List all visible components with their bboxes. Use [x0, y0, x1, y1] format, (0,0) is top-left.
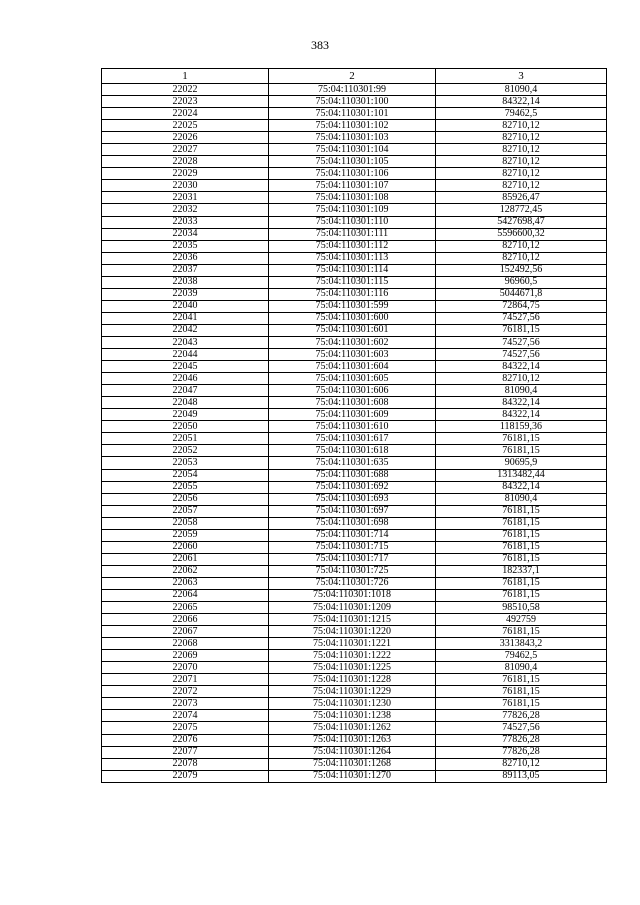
table-row	[102, 312, 607, 324]
value-cell: 74527,56	[436, 336, 607, 348]
row-number-cell: 22027	[102, 144, 269, 156]
row-number-cell: 22062	[102, 565, 269, 577]
cadastral-number-cell: 75:04:110301:1018	[269, 589, 436, 601]
table-row	[102, 770, 607, 782]
value-cell: 76181,15	[436, 577, 607, 589]
cadastral-number-cell: 75:04:110301:635	[269, 457, 436, 469]
row-number-cell: 22049	[102, 409, 269, 421]
value-cell: 5596600,32	[436, 228, 607, 240]
row-number-cell: 22048	[102, 397, 269, 409]
cadastral-number-cell: 75:04:110301:606	[269, 385, 436, 397]
row-number-cell: 22068	[102, 638, 269, 650]
row-number-cell: 22033	[102, 216, 269, 228]
table-row	[102, 180, 607, 192]
row-number-cell: 22025	[102, 120, 269, 132]
cadastral-number-cell: 75:04:110301:609	[269, 409, 436, 421]
cadastral-number-cell: 75:04:110301:108	[269, 192, 436, 204]
table-row	[102, 614, 607, 626]
row-number-cell: 22061	[102, 553, 269, 565]
table-row	[102, 662, 607, 674]
row-number-cell: 22032	[102, 204, 269, 216]
value-cell: 98510,58	[436, 602, 607, 614]
row-number-cell: 22041	[102, 312, 269, 324]
cadastral-number-cell: 75:04:110301:605	[269, 373, 436, 385]
value-cell: 90695,9	[436, 457, 607, 469]
value-cell: 5427698,47	[436, 216, 607, 228]
value-cell: 76181,15	[436, 626, 607, 638]
table-row	[102, 373, 607, 385]
row-number-cell: 22043	[102, 336, 269, 348]
table-row	[102, 433, 607, 445]
value-cell: 81090,4	[436, 385, 607, 397]
row-number-cell: 22067	[102, 626, 269, 638]
cadastral-number-cell: 75:04:110301:698	[269, 517, 436, 529]
table-row	[102, 565, 607, 577]
row-number-cell: 22056	[102, 493, 269, 505]
cadastral-number-cell: 75:04:110301:1209	[269, 602, 436, 614]
data-table	[101, 68, 607, 783]
cadastral-number-cell: 75:04:110301:103	[269, 132, 436, 144]
cadastral-number-cell: 75:04:110301:725	[269, 565, 436, 577]
value-cell: 81090,4	[436, 662, 607, 674]
table-row	[102, 252, 607, 264]
table-row	[102, 541, 607, 553]
value-cell: 84322,14	[436, 361, 607, 373]
table-row	[102, 84, 607, 96]
cadastral-number-cell: 75:04:110301:1268	[269, 758, 436, 770]
value-cell: 5044671,8	[436, 288, 607, 300]
value-cell: 82710,12	[436, 132, 607, 144]
row-number-cell: 22059	[102, 529, 269, 541]
table-row	[102, 722, 607, 734]
row-number-cell: 22044	[102, 349, 269, 361]
value-cell: 74527,56	[436, 722, 607, 734]
table-row	[102, 505, 607, 517]
value-cell: 76181,15	[436, 698, 607, 710]
value-cell: 492759	[436, 614, 607, 626]
value-cell: 1313482,44	[436, 469, 607, 481]
value-cell: 77826,28	[436, 710, 607, 722]
cadastral-number-cell: 75:04:110301:113	[269, 252, 436, 264]
value-cell: 79462,5	[436, 650, 607, 662]
column-header-1: 1	[102, 69, 269, 84]
table-row	[102, 361, 607, 373]
row-number-cell: 22042	[102, 324, 269, 336]
table-body	[102, 84, 607, 783]
row-number-cell: 22052	[102, 445, 269, 457]
row-number-cell: 22057	[102, 505, 269, 517]
table-row	[102, 216, 607, 228]
table-row	[102, 457, 607, 469]
row-number-cell: 22031	[102, 192, 269, 204]
table-row	[102, 168, 607, 180]
column-header-2: 2	[269, 69, 436, 84]
row-number-cell: 22038	[102, 276, 269, 288]
row-number-cell: 22069	[102, 650, 269, 662]
cadastral-number-cell: 75:04:110301:107	[269, 180, 436, 192]
value-cell: 76181,15	[436, 589, 607, 601]
value-cell: 76181,15	[436, 517, 607, 529]
cadastral-number-cell: 75:04:110301:1230	[269, 698, 436, 710]
cadastral-number-cell: 75:04:110301:1262	[269, 722, 436, 734]
table-row	[102, 349, 607, 361]
row-number-cell: 22051	[102, 433, 269, 445]
cadastral-number-cell: 75:04:110301:714	[269, 529, 436, 541]
table-row	[102, 421, 607, 433]
table-row	[102, 96, 607, 108]
value-cell: 89113,05	[436, 770, 607, 782]
row-number-cell: 22024	[102, 108, 269, 120]
cadastral-number-cell: 75:04:110301:717	[269, 553, 436, 565]
row-number-cell: 22030	[102, 180, 269, 192]
table-row	[102, 553, 607, 565]
value-cell: 3313843,2	[436, 638, 607, 650]
cadastral-number-cell: 75:04:110301:1228	[269, 674, 436, 686]
table-row	[102, 710, 607, 722]
value-cell: 82710,12	[436, 758, 607, 770]
cadastral-number-cell: 75:04:110301:697	[269, 505, 436, 517]
cadastral-number-cell: 75:04:110301:101	[269, 108, 436, 120]
cadastral-number-cell: 75:04:110301:726	[269, 577, 436, 589]
table-row	[102, 626, 607, 638]
value-cell: 76181,15	[436, 553, 607, 565]
row-number-cell: 22058	[102, 517, 269, 529]
cadastral-number-cell: 75:04:110301:1222	[269, 650, 436, 662]
cadastral-number-cell: 75:04:110301:693	[269, 493, 436, 505]
cadastral-number-cell: 75:04:110301:111	[269, 228, 436, 240]
value-cell: 76181,15	[436, 505, 607, 517]
row-number-cell: 22064	[102, 589, 269, 601]
table-row	[102, 734, 607, 746]
value-cell: 84322,14	[436, 481, 607, 493]
cadastral-number-cell: 75:04:110301:112	[269, 240, 436, 252]
cadastral-number-cell: 75:04:110301:1215	[269, 614, 436, 626]
row-number-cell: 22050	[102, 421, 269, 433]
row-number-cell: 22060	[102, 541, 269, 553]
table-row	[102, 204, 607, 216]
cadastral-number-cell: 75:04:110301:104	[269, 144, 436, 156]
cadastral-number-cell: 75:04:110301:603	[269, 349, 436, 361]
row-number-cell: 22023	[102, 96, 269, 108]
cadastral-number-cell: 75:04:110301:601	[269, 324, 436, 336]
table-row	[102, 324, 607, 336]
value-cell: 82710,12	[436, 144, 607, 156]
row-number-cell: 22037	[102, 264, 269, 276]
value-cell: 77826,28	[436, 746, 607, 758]
value-cell: 82710,12	[436, 156, 607, 168]
cadastral-number-cell: 75:04:110301:99	[269, 84, 436, 96]
cadastral-number-cell: 75:04:110301:692	[269, 481, 436, 493]
row-number-cell: 22040	[102, 300, 269, 312]
table-row	[102, 517, 607, 529]
row-number-cell: 22063	[102, 577, 269, 589]
table-row	[102, 120, 607, 132]
cadastral-number-cell: 75:04:110301:610	[269, 421, 436, 433]
table-row	[102, 650, 607, 662]
row-number-cell: 22053	[102, 457, 269, 469]
row-number-cell: 22076	[102, 734, 269, 746]
value-cell: 84322,14	[436, 96, 607, 108]
value-cell: 77826,28	[436, 734, 607, 746]
table-row	[102, 577, 607, 589]
column-header-3: 3	[436, 69, 607, 84]
table-row	[102, 493, 607, 505]
table-row	[102, 288, 607, 300]
row-number-cell: 22046	[102, 373, 269, 385]
value-cell: 84322,14	[436, 409, 607, 421]
row-number-cell: 22072	[102, 686, 269, 698]
cadastral-number-cell: 75:04:110301:1221	[269, 638, 436, 650]
table-row	[102, 602, 607, 614]
value-cell: 76181,15	[436, 445, 607, 457]
table-row	[102, 529, 607, 541]
table-row	[102, 276, 607, 288]
table-row	[102, 385, 607, 397]
table-header-row	[102, 69, 607, 84]
table-row	[102, 638, 607, 650]
cadastral-number-cell: 75:04:110301:1229	[269, 686, 436, 698]
cadastral-number-cell: 75:04:110301:1220	[269, 626, 436, 638]
cadastral-number-cell: 75:04:110301:617	[269, 433, 436, 445]
row-number-cell: 22022	[102, 84, 269, 96]
row-number-cell: 22026	[102, 132, 269, 144]
table-row	[102, 589, 607, 601]
value-cell: 76181,15	[436, 529, 607, 541]
value-cell: 76181,15	[436, 686, 607, 698]
table-row	[102, 132, 607, 144]
table-row	[102, 300, 607, 312]
cadastral-number-cell: 75:04:110301:100	[269, 96, 436, 108]
value-cell: 82710,12	[436, 180, 607, 192]
value-cell: 85926,47	[436, 192, 607, 204]
table-row	[102, 686, 607, 698]
table-row	[102, 674, 607, 686]
row-number-cell: 22055	[102, 481, 269, 493]
row-number-cell: 22045	[102, 361, 269, 373]
value-cell: 84322,14	[436, 397, 607, 409]
value-cell: 76181,15	[436, 541, 607, 553]
row-number-cell: 22029	[102, 168, 269, 180]
value-cell: 76181,15	[436, 433, 607, 445]
cadastral-number-cell: 75:04:110301:105	[269, 156, 436, 168]
value-cell: 79462,5	[436, 108, 607, 120]
row-number-cell: 22065	[102, 602, 269, 614]
value-cell: 82710,12	[436, 168, 607, 180]
row-number-cell: 22047	[102, 385, 269, 397]
row-number-cell: 22054	[102, 469, 269, 481]
table-row	[102, 336, 607, 348]
table-row	[102, 228, 607, 240]
table-row	[102, 156, 607, 168]
cadastral-number-cell: 75:04:110301:715	[269, 541, 436, 553]
table-row	[102, 192, 607, 204]
value-cell: 74527,56	[436, 349, 607, 361]
row-number-cell: 22079	[102, 770, 269, 782]
cadastral-number-cell: 75:04:110301:618	[269, 445, 436, 457]
value-cell: 96960,5	[436, 276, 607, 288]
table-row	[102, 758, 607, 770]
value-cell: 72864,75	[436, 300, 607, 312]
value-cell: 152492,56	[436, 264, 607, 276]
table-header	[102, 69, 607, 84]
value-cell: 74527,56	[436, 312, 607, 324]
cadastral-number-cell: 75:04:110301:106	[269, 168, 436, 180]
table-row	[102, 481, 607, 493]
value-cell: 82710,12	[436, 120, 607, 132]
row-number-cell: 22066	[102, 614, 269, 626]
cadastral-number-cell: 75:04:110301:1263	[269, 734, 436, 746]
value-cell: 82710,12	[436, 373, 607, 385]
table-row	[102, 445, 607, 457]
cadastral-number-cell: 75:04:110301:602	[269, 336, 436, 348]
page-number: 383	[311, 38, 329, 52]
cadastral-number-cell: 75:04:110301:110	[269, 216, 436, 228]
row-number-cell: 22073	[102, 698, 269, 710]
row-number-cell: 22035	[102, 240, 269, 252]
row-number-cell: 22039	[102, 288, 269, 300]
row-number-cell: 22070	[102, 662, 269, 674]
cadastral-number-cell: 75:04:110301:1225	[269, 662, 436, 674]
row-number-cell: 22028	[102, 156, 269, 168]
value-cell: 76181,15	[436, 324, 607, 336]
row-number-cell: 22034	[102, 228, 269, 240]
value-cell: 128772,45	[436, 204, 607, 216]
cadastral-number-cell: 75:04:110301:688	[269, 469, 436, 481]
cadastral-number-cell: 75:04:110301:116	[269, 288, 436, 300]
cadastral-number-cell: 75:04:110301:1264	[269, 746, 436, 758]
table-row	[102, 397, 607, 409]
value-cell: 82710,12	[436, 240, 607, 252]
table-row	[102, 144, 607, 156]
cadastral-number-cell: 75:04:110301:109	[269, 204, 436, 216]
cadastral-number-cell: 75:04:110301:608	[269, 397, 436, 409]
cadastral-number-cell: 75:04:110301:115	[269, 276, 436, 288]
value-cell: 76181,15	[436, 674, 607, 686]
row-number-cell: 22074	[102, 710, 269, 722]
cadastral-number-cell: 75:04:110301:102	[269, 120, 436, 132]
row-number-cell: 22077	[102, 746, 269, 758]
cadastral-number-cell: 75:04:110301:599	[269, 300, 436, 312]
value-cell: 82710,12	[436, 252, 607, 264]
table-row	[102, 469, 607, 481]
value-cell: 81090,4	[436, 493, 607, 505]
cadastral-number-cell: 75:04:110301:600	[269, 312, 436, 324]
table-row	[102, 409, 607, 421]
table-row	[102, 264, 607, 276]
table-row	[102, 698, 607, 710]
cadastral-number-cell: 75:04:110301:114	[269, 264, 436, 276]
row-number-cell: 22075	[102, 722, 269, 734]
row-number-cell: 22036	[102, 252, 269, 264]
cadastral-number-cell: 75:04:110301:1270	[269, 770, 436, 782]
value-cell: 118159,36	[436, 421, 607, 433]
cadastral-number-cell: 75:04:110301:1238	[269, 710, 436, 722]
row-number-cell: 22078	[102, 758, 269, 770]
table-row	[102, 108, 607, 120]
row-number-cell: 22071	[102, 674, 269, 686]
cadastral-number-cell: 75:04:110301:604	[269, 361, 436, 373]
value-cell: 81090,4	[436, 84, 607, 96]
value-cell: 182337,1	[436, 565, 607, 577]
table-row	[102, 746, 607, 758]
table-row	[102, 240, 607, 252]
